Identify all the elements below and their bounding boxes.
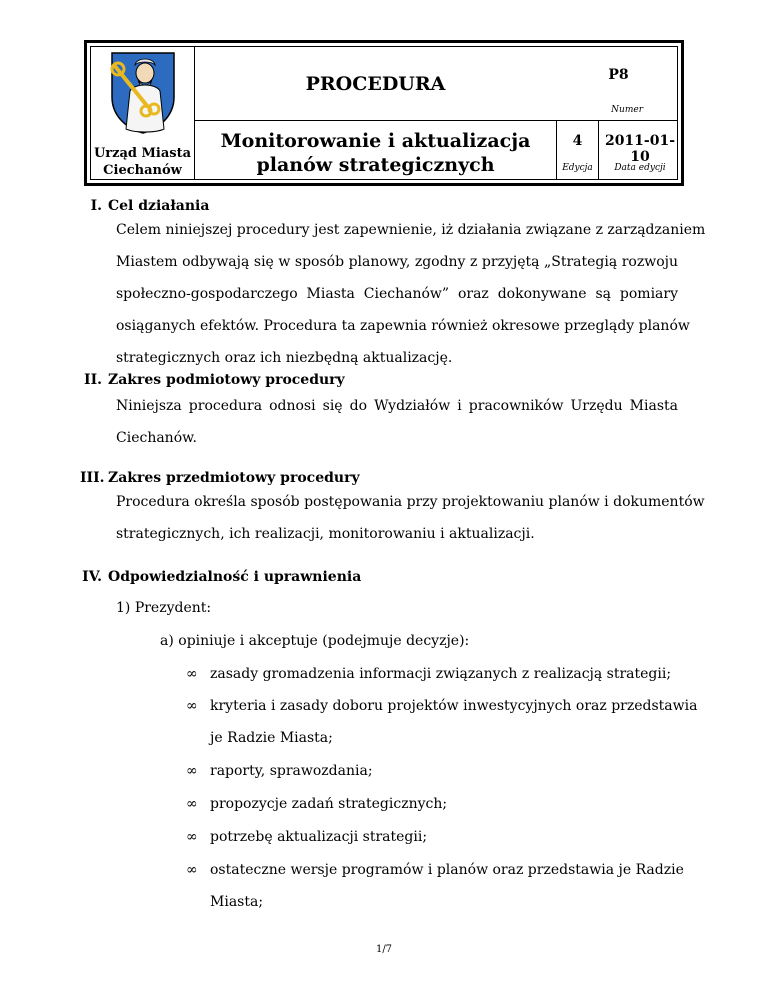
procedure-label: PROCEDURA [305,72,446,95]
list-bullet: potrzebę aktualizacji strategii; [210,829,428,845]
bullet-icon: ∞ [186,698,198,714]
edition-cell [557,121,598,185]
bullet-icon: ∞ [186,666,198,682]
list-bullet: ostateczne wersje programów i planów oraz przedstawia je Radzie Miasta; [210,862,684,910]
edition-date-caption: Data edycji [614,163,666,173]
bullet-icon: ∞ [186,763,198,779]
procedure-code: P8 [608,67,629,83]
list-bullet: zasady gromadzenia informacji związanych z realizacją strategii; [210,666,672,682]
section-1-text: Celem niniejszej procedury jest zapewnienie, iż działania związane z zarządzaniem Miastem odbywają się w sposób planowy, zgodny z przyjętą „Strategią rozwoju społeczno-gospodarczego Miasta Ciechanów” oraz dokonywane są pomiary osiąganych efektów. Procedura ta zapewnia również okresowe przeglądy planów strategicznych oraz ich niezbędną aktualizację. [116,222,706,366]
logo-cell [91,47,194,185]
bullet-icon: ∞ [186,862,198,878]
list-bullet: raporty, sprawozdania; [210,763,373,779]
section-heading-4: IV. Odpowiedzialność i uprawnienia [82,569,362,585]
section-3-text: Procedura określa sposób postępowania przy projektowaniu planów i dokumentów strategicznych, ich realizacji, monitorowaniu i aktualizacji. [116,494,705,542]
page-number: 1/7 [375,944,393,955]
coat-of-arms-icon [108,51,178,135]
code-cell [556,47,681,120]
office-name [91,145,194,179]
section-2-text: Niniejsza procedura odnosi się do Wydziałów i pracowników Urzędu Miasta Ciechanów. [116,398,678,446]
code-caption: Numer [611,105,643,115]
office-line-1: Urząd Miasta [93,146,192,161]
edition-number: 4 [572,133,583,149]
procedure-title [195,121,556,185]
bullet-icon: ∞ [186,829,198,845]
section-heading-2: II. Zakres podmiotowy procedury [84,372,345,388]
list-bullet: propozycje zadań strategicznych; [210,796,448,812]
office-line-2: Ciechanów [103,163,182,178]
date-cell [599,121,681,185]
section-heading-1: I. Cel działania [90,198,210,214]
list-bullet: kryteria i zasady doboru projektów inwestycyjnych oraz przedstawia je Radzie Miasta; [210,698,698,746]
list-item-1a: a) opiniuje i akceptuje (podejmuje decyzje): [160,633,470,649]
edition-date: 2011-01-10 [604,133,676,165]
title-line-1: Monitorowanie i aktualizacja [220,130,531,152]
bullet-icon: ∞ [186,796,198,812]
edition-caption: Edycja [562,163,593,173]
document-header [84,40,684,186]
title-line-2: planów strategicznych [256,154,495,176]
section-heading-3: III. Zakres przedmiotowy procedury [80,470,360,486]
list-item-1: 1) Prezydent: [116,600,212,616]
